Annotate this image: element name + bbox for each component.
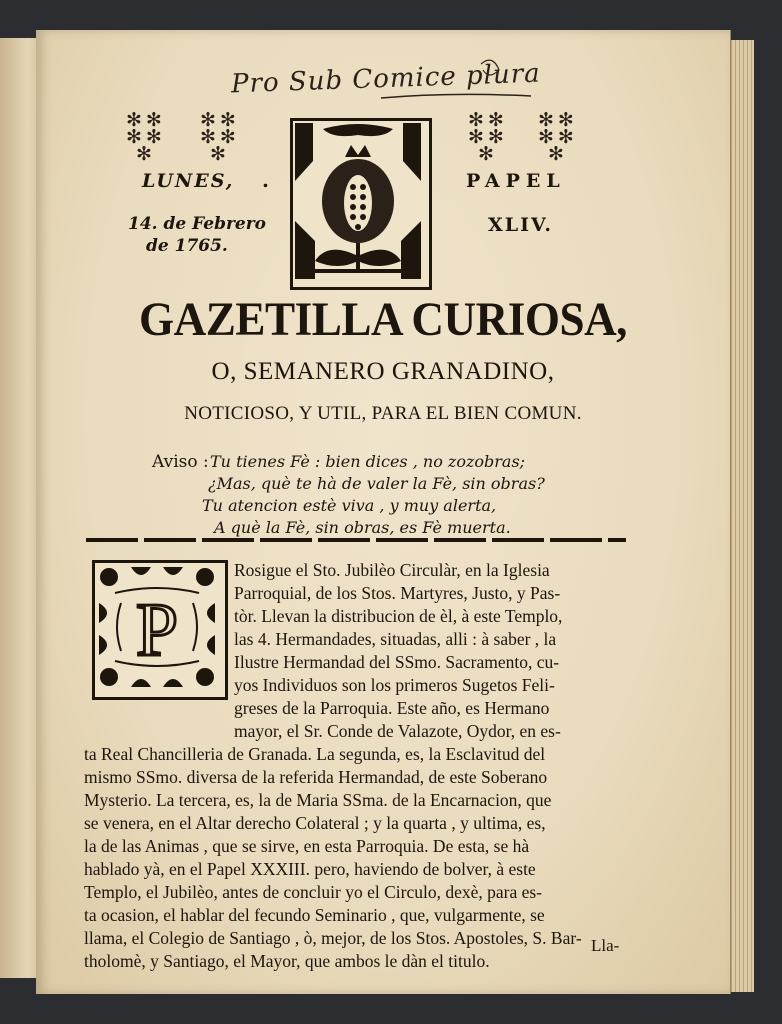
- gazette-subtitle: O, SEMANERO GRANADINO,: [211, 358, 555, 385]
- papel-label: PAPEL: [466, 170, 566, 192]
- body-line: tholomè, y Santiago, el Mayor, que ambos le dàn el titulo.: [84, 951, 490, 971]
- body-line: Templo, el Jubilèo, antes de concluir yo el Circulo, dexè, para es-: [84, 882, 542, 902]
- body-line: Parroquial, de los Stos. Martyres, Justo, y Pas-: [234, 583, 561, 603]
- gazette-page: [36, 30, 731, 994]
- body-line: Ilustre Hermandad del SSmo. Sacramento, cu-: [234, 652, 560, 672]
- decorated-initial: [92, 560, 228, 700]
- pomegranate-woodcut: [290, 118, 432, 290]
- date-line-1: 14. de Febrero: [128, 214, 267, 234]
- verse-line-3: Tu atencion estè viva , y muy alerta,: [202, 496, 497, 515]
- body-line: yos Individuos son los primeros Sugetos Feli-: [234, 675, 555, 695]
- papel-number: XLIV.: [488, 214, 554, 236]
- body-line: llama, el Colegio de Santiago , ò, mejor, de los Stos. Apostoles, S. Bar-: [84, 928, 582, 948]
- body-line: Mysterio. La tercera, es, la de Maria SSma. de la Encarnacion, que: [84, 790, 552, 810]
- left-page-edge: [0, 38, 41, 978]
- annotation-underline: [231, 56, 551, 106]
- header-separator: .: [262, 168, 269, 192]
- body-line: se venera, en el Altar derecho Colateral ; y la quarta , y ultima, es,: [84, 813, 546, 833]
- body-line: hablado yà, en el Papel XXXIII. pero, haviendo de bolver, à este: [84, 859, 536, 879]
- gazette-subtitle-2: NOTICIOSO, Y UTIL, PARA EL BIEN COMUN.: [184, 403, 582, 424]
- body-line: las 4. Hermandades, situadas, alli : à saber , la: [234, 629, 557, 649]
- verse-line-2: ¿Mas, què te hà de valer la Fè, sin obras?: [208, 474, 545, 493]
- verse-line-4: A què la Fè, sin obras, es Fè muerta.: [214, 518, 511, 537]
- verse-line-1: Tu tienes Fè : bien dices , no zozobras;: [210, 452, 526, 471]
- rosette-ornament-left-2: ✻✻ ✻✻ ✻: [200, 109, 240, 165]
- gazette-title: GAZETILLA CURIOSA,: [138, 293, 627, 346]
- initial-letter: P: [135, 588, 179, 672]
- body-line: mayor, el Sr. Conde de Valazote, Oydor, en es-: [234, 721, 561, 741]
- body-line: ta Real Chancilleria de Granada. La segunda, es, la Esclavitud del: [84, 744, 546, 764]
- body-line: tòr. Llevan la distribucion de èl, à este Templo,: [234, 606, 563, 626]
- body-line: mismo SSmo. diversa de la referida Hermandad, de este Soberano: [84, 767, 548, 787]
- body-line: Rosigue el Sto. Jubilèo Circulàr, en la Iglesia: [234, 560, 550, 580]
- date-line-2: de 1765.: [146, 236, 228, 256]
- aviso-label: Aviso :: [152, 452, 209, 472]
- rosette-ornament-right-2: ✻✻ ✻✻ ✻: [538, 109, 578, 165]
- pomegranate-icon: [293, 121, 423, 281]
- manuscript-annotation: Pro Sub Comice plura: [231, 56, 551, 106]
- catchword: Lla-: [591, 936, 620, 955]
- body-line: ta ocasion, el hablar del fecundo Seminario , que, vulgarmente, se: [84, 905, 545, 925]
- body-line: greses de la Parroquia. Este año, es Hermano: [234, 698, 550, 718]
- ornamental-rule: [86, 538, 626, 542]
- weekday: LUNES,: [142, 170, 235, 192]
- floral-initial-icon: [95, 563, 219, 691]
- body-line: la de las Animas , que se sirve, en esta Parroquia. De esta, se hà: [84, 836, 530, 856]
- rosette-ornament-left-1: ✻✻ ✻✻ ✻: [126, 109, 166, 165]
- rosette-ornament-right-1: ✻✻ ✻✻ ✻: [468, 109, 508, 165]
